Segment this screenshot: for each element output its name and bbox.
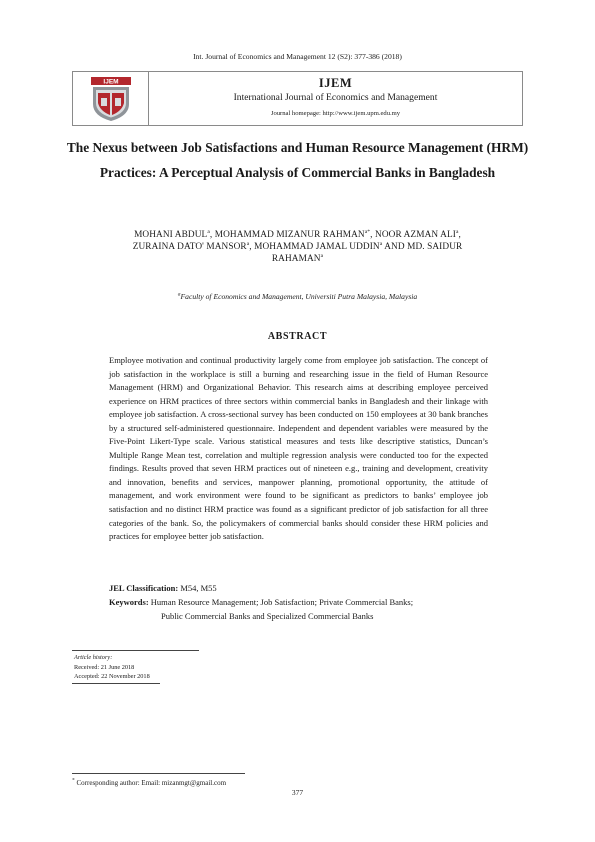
keywords-line-1: Human Resource Management; Job Satisfaction; Private Commercial Banks; [148,597,414,607]
author-affiliation-mark: a [320,252,324,259]
history-accepted: Accepted: 22 November 2018 [74,673,150,680]
logo-cell [73,72,149,125]
footnote-text[interactable]: Corresponding author: Email: mizanmgt@gmail.com [74,779,227,787]
journal-logo [87,76,135,122]
author-name: AND MD. SAIDUR [382,242,463,252]
jel-codes: M54, M55 [178,583,217,593]
author-affiliation-mark: a* [364,228,371,235]
affiliation-text: Faculty of Economics and Management, Universiti Putra Malaysia, Malaysia [180,292,418,301]
abstract-heading: ABSTRACT [267,331,328,342]
keywords-label: Keywords: [109,597,149,607]
author-list [95,229,500,265]
author-name: , MOHAMMAD JAMAL UDDIN [249,242,380,252]
page-number: 377 [291,788,304,797]
keywords-line-2: Public Commercial Banks and Specialized Commercial Banks [161,610,374,621]
svg-text:IJEM: IJEM [103,78,119,86]
author-affiliation-mark: a [379,240,383,247]
author-name: , NOOR AZMAN ALI [370,230,456,240]
history-divider-bottom [72,683,160,684]
journal-header-box [72,71,523,126]
author-affiliation-mark: a [246,240,250,247]
journal-abbrev: IJEM [318,76,353,90]
author-name: RAHAMAN [271,254,321,264]
journal-homepage[interactable]: Journal homepage: http://www.ijem.upm.edu.my [270,110,401,117]
author-name: , MOHAMMAD MIZANUR RAHMAN [209,230,365,240]
footnote-divider [72,773,245,774]
journal-name: International Journal of Economics and Management [233,92,438,103]
keywords [109,596,488,623]
footnote-mark: * [72,777,75,784]
paper-title: The Nexus between Job Satisfactions and Human Resource Management (HRM) Practices: A Perceptual Analysis of Commercial Banks in Bangladesh [66,140,529,180]
author-name: ZURAINA DATO' MANSOR [132,242,247,252]
article-history [74,653,150,682]
history-received: Received: 21 June 2018 [74,663,135,671]
author-affiliation-mark: a [207,228,210,235]
author-separator: , [458,230,461,240]
affiliation [0,292,595,301]
abstract-text: Employee motivation and continual productivity largely come from employee job satisfaction. The concept of job satisfaction in the workplace is still a burning and researching issue in the field of Human Resource Management (HRM) and Organizational Behavior. This research aims at describing employee perceived experience on HRM practices of three sectors within commercial banks in Bangladesh and their linkage with employee job satisfaction. A cross-sectional survey has been conducted on 150 employees at 30 bank branches by a structured self-administered questionnaire. Independent and dependent variables were measured by the Five-Point Likert-Type scale. Various statistical measures and tests like descriptive statistics, Duncan’s Multiple Range Mean test, correlation and multiple regression analysis were conducted too for the expected findings. Results proved that seven HRM practices out of nineteen e.g., training and development, creativity and innovation, benefits and services, manpower planning, promotional opportunity, the attitude of management, and work environment were found to be significant as predictors to banks’ employee job satisfaction and no distinct HRM practice was found as a significant predictor of job satisfaction for all three categories of the bank. So, the policymakers of commercial banks should consider these HRM policies and practices for employee better job satisfaction. [109,355,488,542]
history-label: Article history: [74,654,113,661]
history-divider-top [72,650,199,651]
author-affiliation-mark: a [455,228,459,235]
corresponding-author-footnote [72,779,226,787]
jel-classification [109,583,488,593]
jel-label: JEL Classification: [109,583,179,593]
affiliation-mark: a [177,291,181,298]
running-head: Int. Journal of Economics and Management 12 (S2): 377-386 (2018) [193,52,402,61]
author-name: MOHANI ABDUL [134,230,208,240]
